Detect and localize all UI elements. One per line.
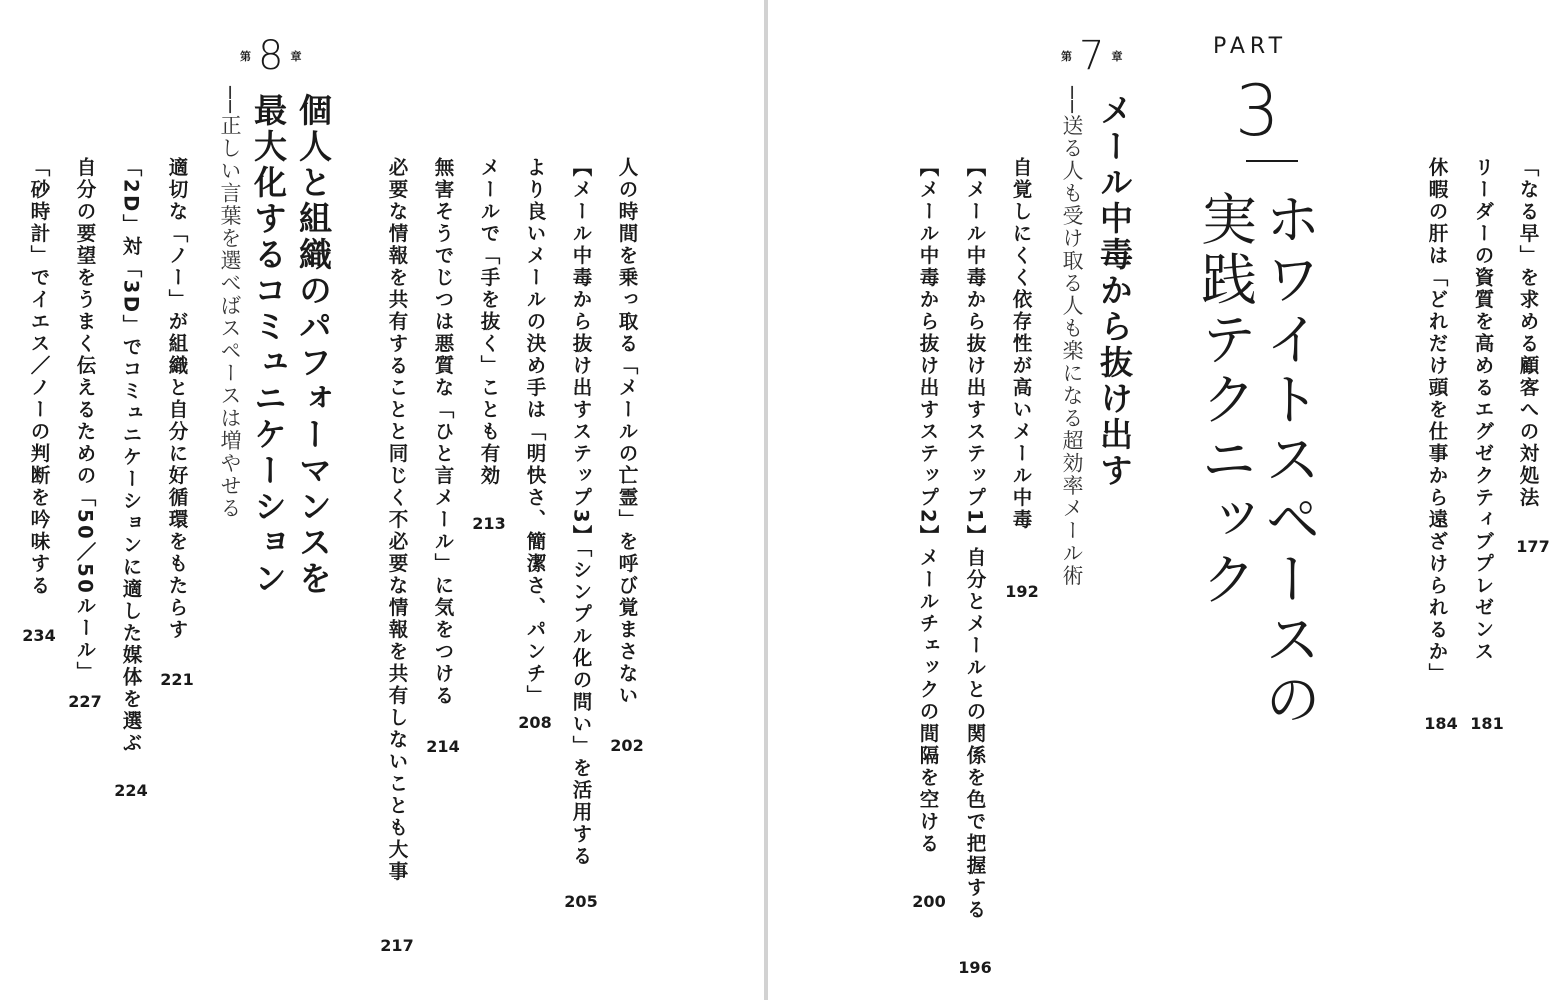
page-number: 213 [472, 514, 506, 533]
page-number: 221 [160, 670, 194, 689]
page-number: 234 [22, 626, 56, 645]
chapter-suffix: 章 [1111, 50, 1123, 63]
toc-entry[interactable]: より良いメールの決め手は「明快さ、簡潔さ、パンチ」 [523, 157, 547, 707]
toc-entry[interactable]: 休暇の肝は「どれだけ頭を仕事から遠ざけられるか」 [1425, 157, 1449, 685]
chapter-8-title-line1: 個人と組織のパフォーマンスを [294, 93, 333, 597]
toc-entry[interactable]: メールで「手を抜く」ことも有効 [477, 157, 501, 487]
page-number: 202 [610, 736, 644, 755]
part-dash [1246, 160, 1298, 162]
page-number: 224 [114, 781, 148, 800]
toc-entry[interactable]: 「2D」対「3D」でコミュニケーションに適した媒体を選ぶ [119, 157, 143, 755]
toc-entry[interactable]: 自覚しにくく依存性が高いメール中毒 [1009, 157, 1033, 531]
chapter-7-subtitle: ──送る人も受け取る人も楽になる超効率メール術 [1060, 86, 1084, 587]
chapter-7-title: メール中毒から抜け出す [1095, 93, 1134, 489]
page-number: 227 [68, 692, 102, 711]
toc-entry[interactable]: 必要な情報を共有することと同じく不必要な情報を共有しないことも大事 [385, 157, 409, 883]
page-number: 196 [958, 958, 992, 977]
page-number: 192 [1005, 582, 1039, 601]
page-number: 214 [426, 737, 460, 756]
part-title-line2: 実践テクニック [1192, 190, 1257, 610]
chapter-number: 7 [1079, 33, 1105, 79]
chapter-7-number [1061, 33, 1123, 79]
toc-entry[interactable]: 適切な「ノー」が組織と自分に好循環をもたらす [165, 157, 189, 641]
toc-entry[interactable]: 自分の要望をうまく伝えるための「50／50ルール」 [73, 157, 97, 684]
part-label: PART [1213, 34, 1288, 59]
toc-entry[interactable]: リーダーの資質を高めるエグゼクティブプレゼンス [1471, 157, 1495, 663]
toc-entry[interactable]: 【メール中毒から抜け出すステップ1】自分とメールとの関係を色で把握する [963, 157, 987, 922]
right-page [768, 0, 1562, 1000]
chapter-8-title-line2: 最大化するコミュニケーション [249, 93, 288, 597]
chapter-prefix: 第 [1061, 50, 1072, 63]
page-number: 184 [1424, 714, 1458, 733]
part-title-line1: ホワイトスペースの [1256, 190, 1321, 730]
part-number: 3 [1235, 70, 1280, 152]
toc-entry[interactable]: 「なる早」を求める顧客への対処法 [1516, 157, 1540, 509]
page-number: 208 [518, 713, 552, 732]
page-number: 177 [1516, 537, 1550, 556]
page-number: 205 [564, 892, 598, 911]
chapter-prefix: 第 [240, 50, 251, 63]
toc-entry[interactable]: 【メール中毒から抜け出すステップ3】「シンプル化の問い」を活用する [569, 157, 593, 868]
chapter-8-number [240, 33, 302, 79]
page-number: 217 [380, 936, 414, 955]
toc-entry[interactable]: 【メール中毒から抜け出すステップ2】メールチェックの間隔を空ける [916, 157, 940, 856]
left-page [0, 0, 764, 1000]
chapter-number: 8 [258, 33, 284, 79]
chapter-suffix: 章 [290, 50, 302, 63]
page-number: 181 [1470, 714, 1504, 733]
toc-entry[interactable]: 無害そうでじつは悪質な「ひと言メール」に気をつける [431, 157, 455, 707]
page-number: 200 [912, 892, 946, 911]
toc-entry[interactable]: 人の時間を乗っ取る「メールの亡霊」を呼び覚まさない [615, 157, 639, 707]
chapter-8-subtitle: ──正しい言葉を選べばスペースは増やせる [218, 86, 242, 520]
toc-entry[interactable]: 「砂時計」でイエス／ノーの判断を吟味する [27, 157, 51, 597]
